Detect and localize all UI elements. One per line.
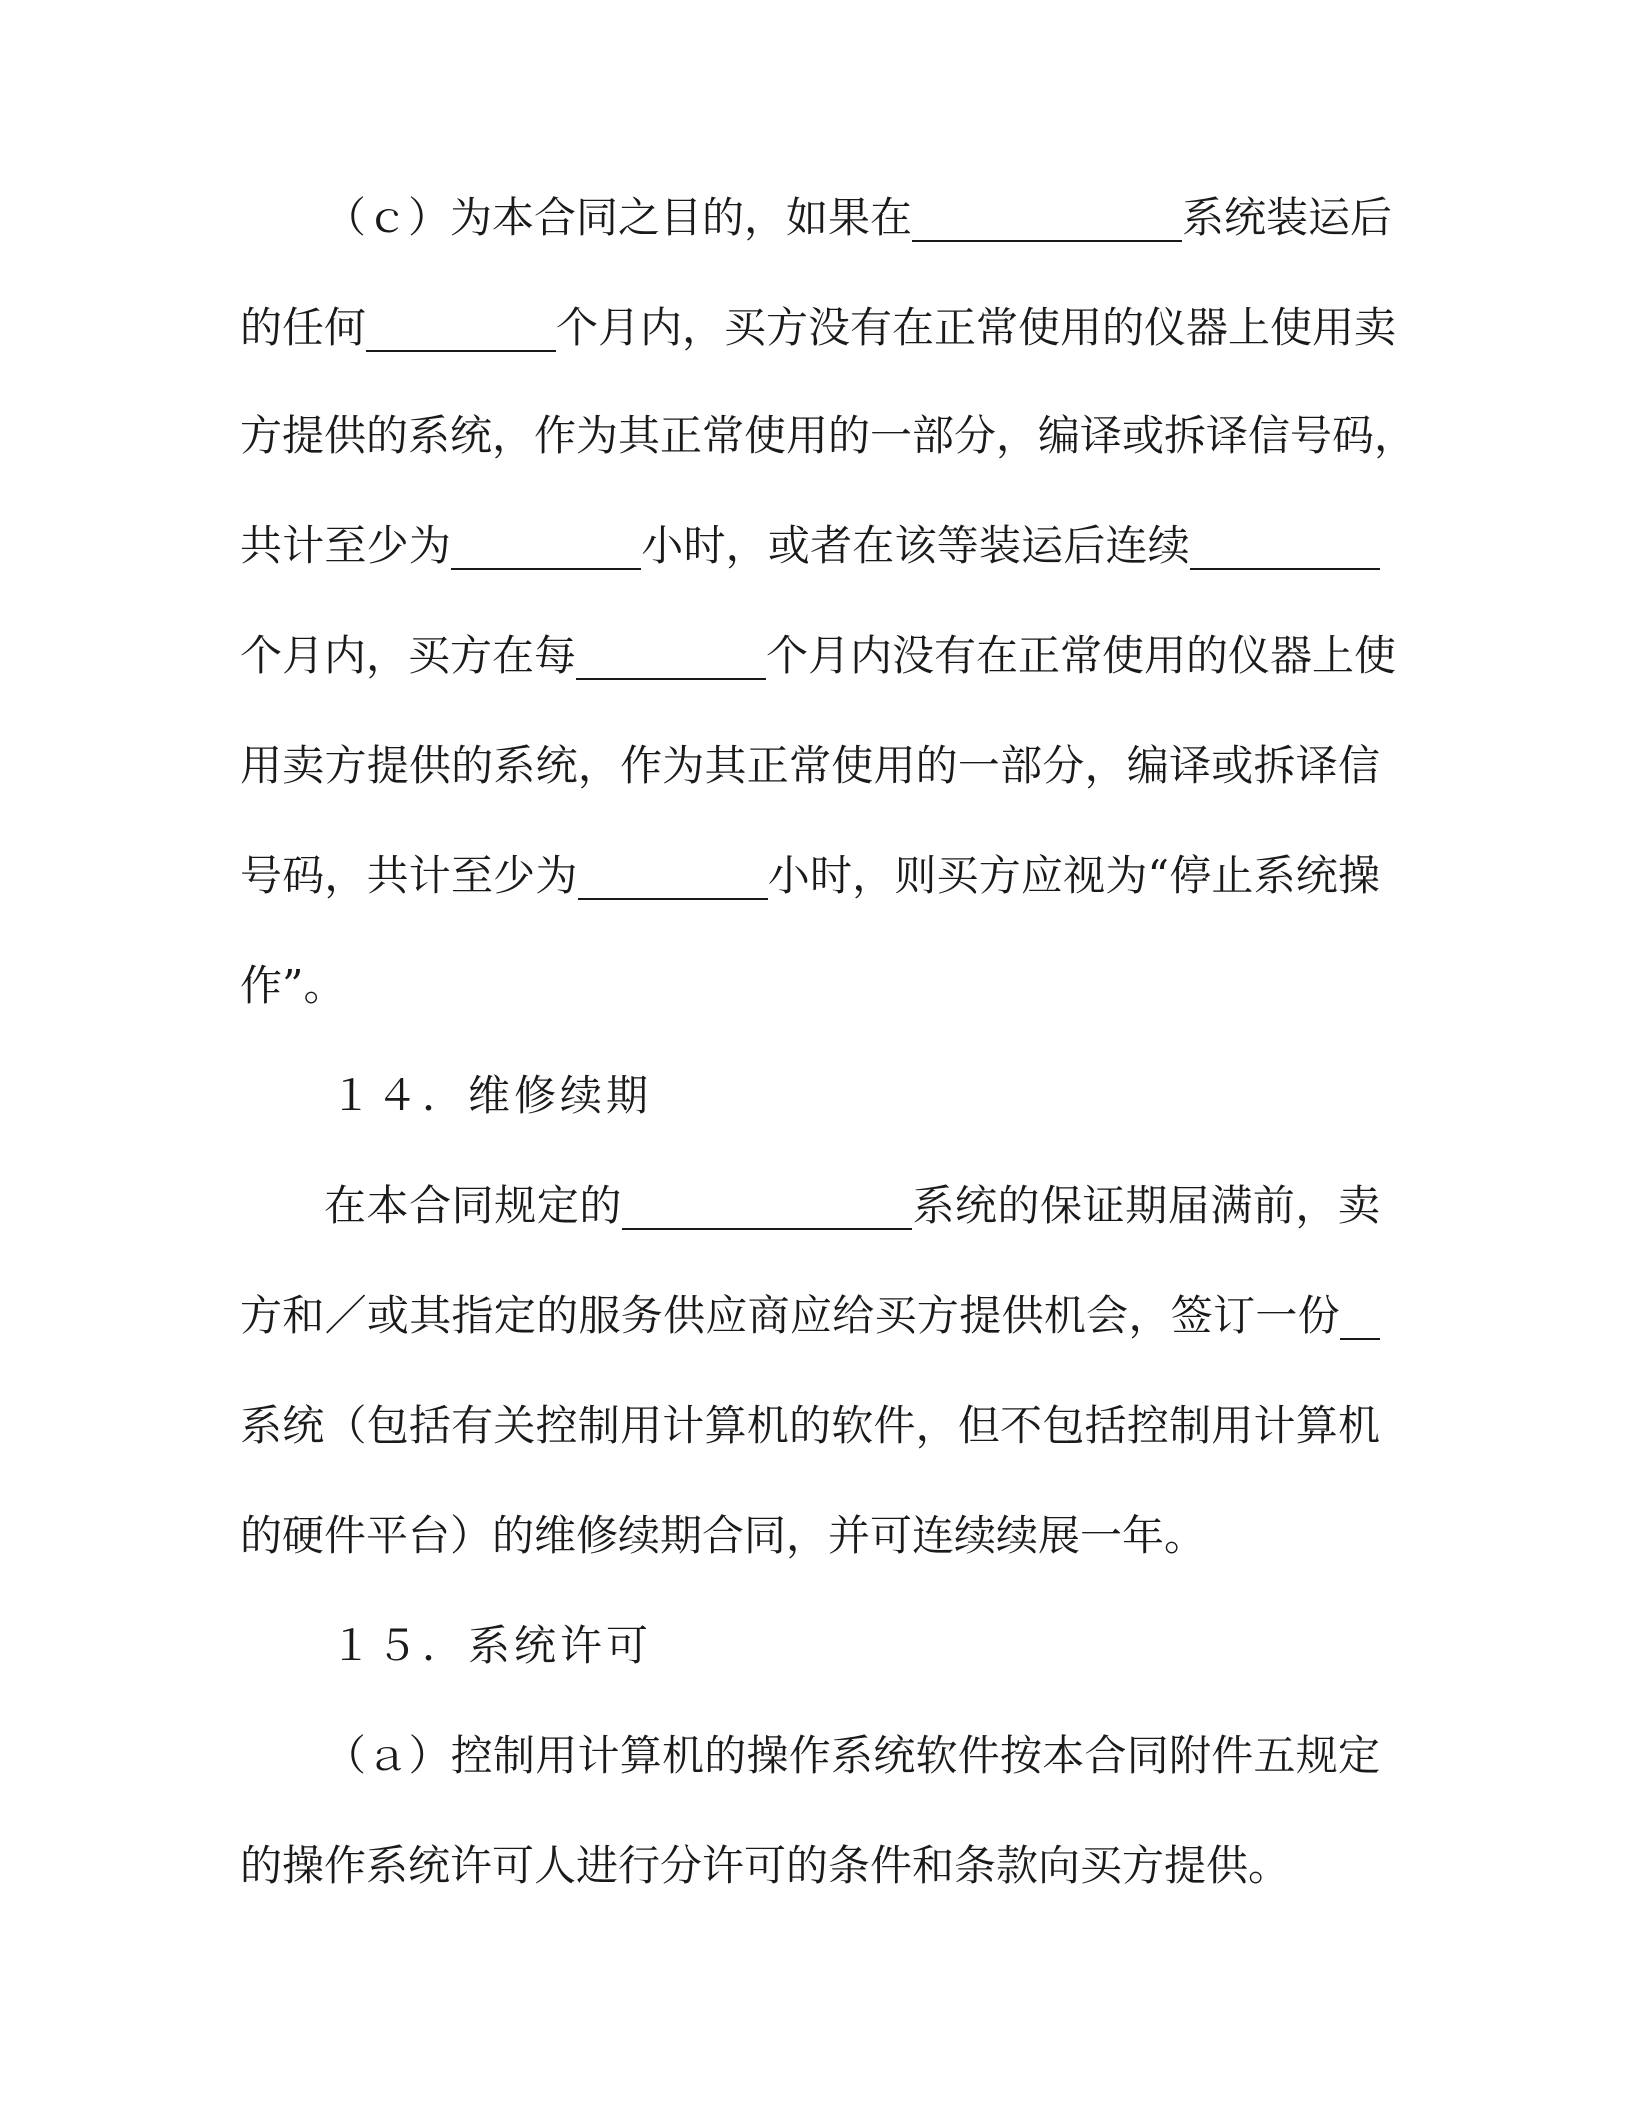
paragraph-14-line-3 — [240, 1396, 1380, 1456]
text-segment: 用卖方提供的系统，作为其正常使用的一部分，编译或拆译信 — [240, 741, 1380, 790]
text-segment: 小时，或者在该等装运后连续 — [641, 521, 1190, 570]
section-heading-15 — [330, 1616, 930, 1676]
text-segment: 方和／或其指定的服务供应商应给买方提供机会，签订一份 — [240, 1291, 1340, 1340]
text-segment: 共计至少为 — [240, 521, 452, 570]
paragraph-15a-line-1 — [324, 1726, 1380, 1786]
text-segment: 作”。 — [240, 961, 346, 1010]
text-segment: 个月内，买方在每 — [240, 631, 577, 680]
fill-in-blank[interactable] — [1190, 524, 1380, 570]
text-segment: 的硬件平台）的维修续期合同，并可连续续展一年。 — [240, 1511, 1207, 1560]
text-segment: 系统（包括有关控制用计算机的软件，但不包括控制用计算机 — [240, 1401, 1380, 1450]
text-segment: 系统的保证期届满前，卖 — [911, 1181, 1380, 1230]
paragraph-13c-line-1 — [324, 188, 1393, 248]
text-segment: 的操作系统许可人进行分许可的条件和条款向买方提供。 — [240, 1841, 1291, 1890]
text-segment: 方提供的系统，作为其正常使用的一部分，编译或拆译信号码， — [240, 411, 1417, 460]
paragraph-13c-line-5 — [240, 626, 1397, 686]
fill-in-blank[interactable] — [578, 854, 768, 900]
fill-in-blank[interactable] — [912, 196, 1182, 242]
paragraph-13c-line-8 — [240, 956, 1380, 1016]
fill-in-blank[interactable] — [576, 634, 766, 680]
fill-in-blank[interactable] — [622, 1184, 912, 1230]
fill-in-blank[interactable] — [366, 306, 556, 352]
paragraph-14-line-2 — [240, 1286, 1380, 1346]
fill-in-blank[interactable] — [451, 524, 641, 570]
paragraph-13c-line-3 — [240, 406, 1417, 466]
fill-in-blank[interactable] — [1340, 1294, 1380, 1340]
paragraph-13c-line-6 — [240, 736, 1380, 796]
text-segment: （ａ）控制用计算机的操作系统软件按本合同附件五规定 — [324, 1731, 1380, 1780]
text-segment: 个月内没有在正常使用的仪器上使 — [766, 631, 1397, 680]
paragraph-15a-line-2 — [240, 1836, 1380, 1896]
paragraph-14-line-1 — [324, 1176, 1380, 1236]
text-segment: 的任何 — [240, 303, 367, 352]
text-segment: 系统装运后 — [1182, 193, 1393, 242]
paragraph-14-line-4 — [240, 1506, 1380, 1566]
text-segment: （ｃ）为本合同之目的，如果在 — [324, 193, 913, 242]
section-title: １４．维修续期 — [330, 1071, 653, 1120]
paragraph-13c-line-2 — [240, 298, 1397, 358]
paragraph-13c-line-4 — [240, 516, 1380, 576]
text-segment: 号码，共计至少为 — [240, 851, 578, 900]
text-segment: 在本合同规定的 — [324, 1181, 622, 1230]
paragraph-13c-line-7 — [240, 846, 1380, 906]
section-title: １５．系统许可 — [330, 1621, 653, 1670]
section-heading-14 — [330, 1066, 930, 1126]
text-segment: 小时，则买方应视为“停止系统操 — [767, 851, 1380, 900]
text-segment: 个月内，买方没有在正常使用的仪器上使用卖 — [556, 303, 1397, 352]
